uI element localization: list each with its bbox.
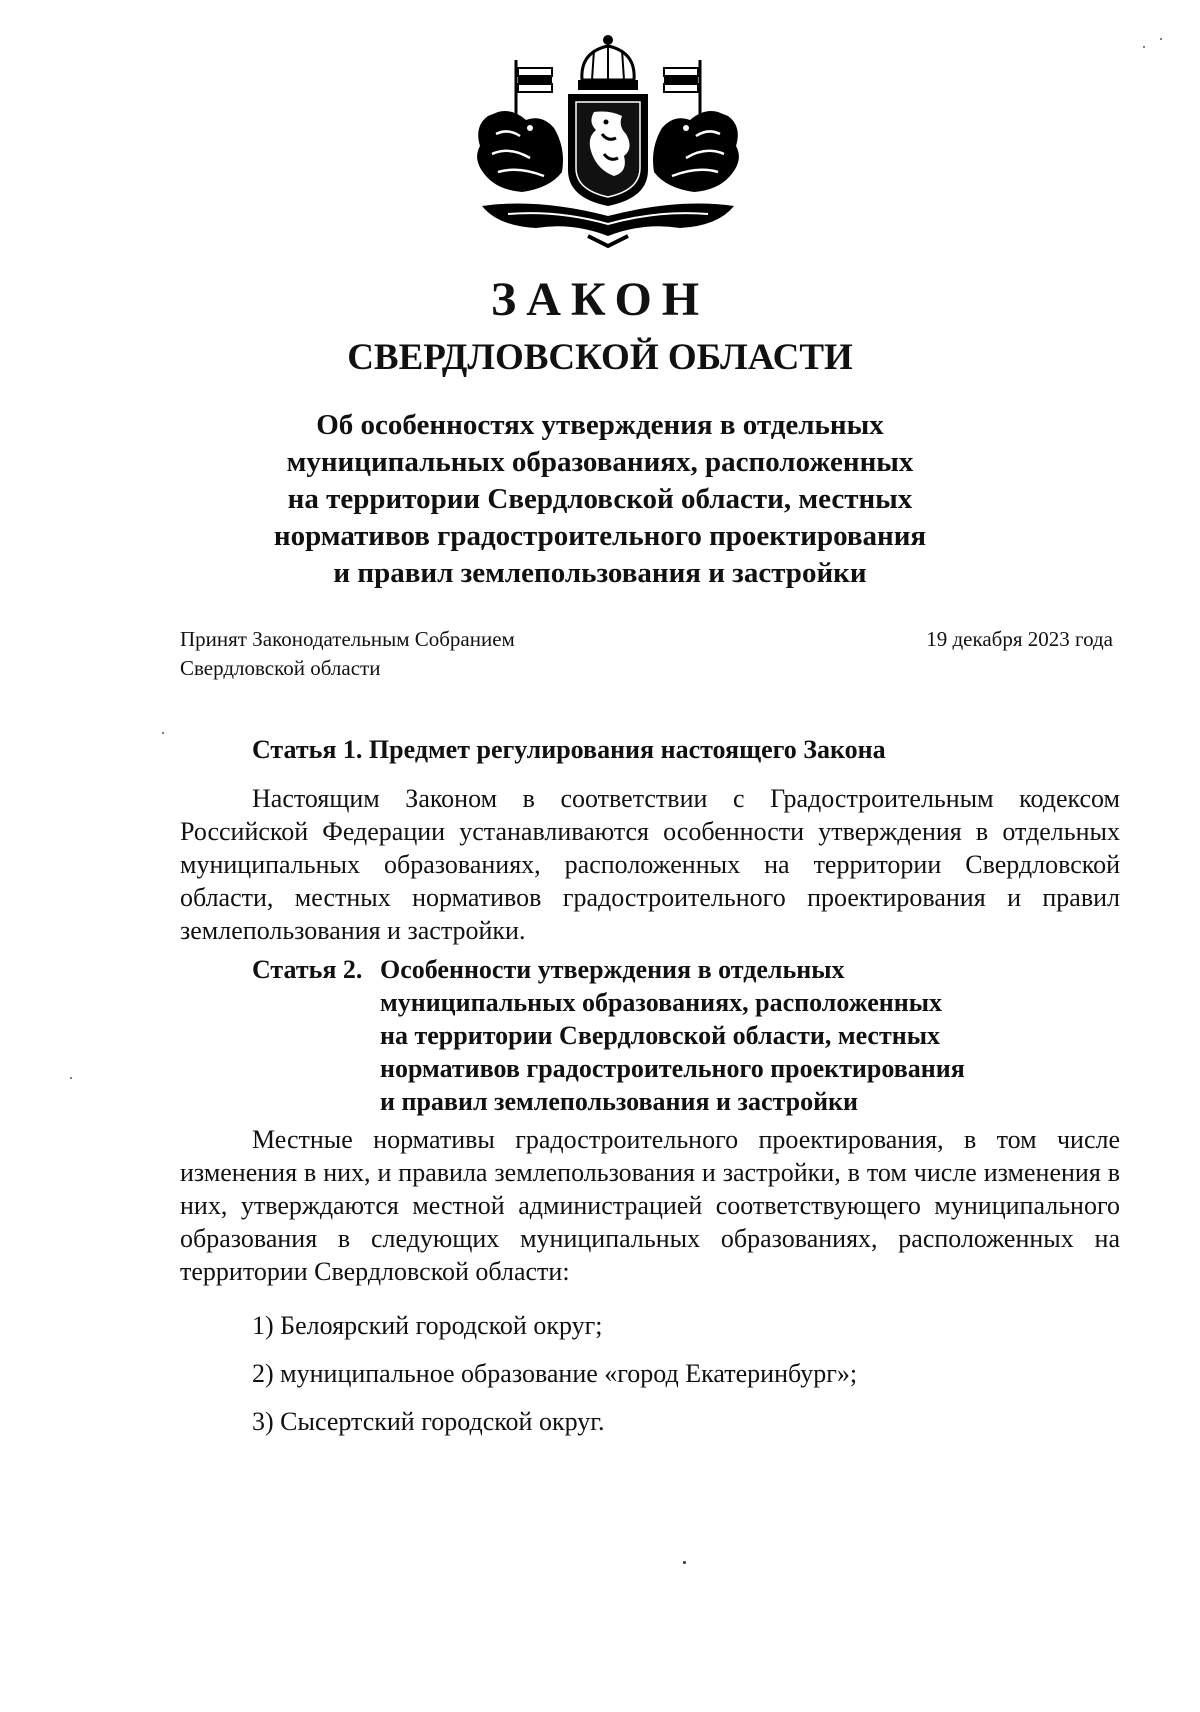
emblem-base-icon bbox=[482, 204, 734, 246]
article-2-heading-line: и правил землепользования и застройки bbox=[380, 1087, 859, 1116]
article-1-heading: Статья 1. Предмет регулирования настоящего Закона bbox=[252, 735, 886, 764]
article-2-label: Статья 2. bbox=[252, 955, 363, 984]
right-griffin-icon bbox=[653, 111, 739, 192]
law-title-line: нормативов градостроительного проектирования bbox=[273, 520, 927, 552]
law-title-line: муниципальных образованиях, расположенных bbox=[286, 446, 914, 478]
scan-dot bbox=[683, 1561, 686, 1564]
law-title bbox=[200, 407, 1000, 592]
municipality-list bbox=[252, 1309, 1112, 1453]
list-item: 3) Сысертский городской округ. bbox=[252, 1407, 605, 1436]
article-2-heading-line: на территории Свердловской области, местных bbox=[380, 1021, 941, 1050]
crown-icon bbox=[578, 35, 638, 90]
law-title-line: Об особенностях утверждения в отдельных bbox=[316, 409, 884, 441]
coat-of-arms-emblem bbox=[468, 30, 748, 248]
scan-speck bbox=[70, 1077, 72, 1079]
adoption-line: Принят Законодательным Собранием bbox=[180, 627, 515, 651]
region-title: СВЕРДЛОВСКОЙ ОБЛАСТИ bbox=[347, 337, 853, 378]
article-2-text: Местные нормативы градостроительного проектирования, в том числе изменения в них, и правила землепользования и застройки, в том числе изменения в них, утверждаются местной администрацией соответствующего муниципального образования в следующих муниципальных образованиях, расположенных на территории Свердловской области: bbox=[180, 1125, 1120, 1286]
scan-speck bbox=[1160, 38, 1162, 40]
document-type-title: ЗАКОН bbox=[490, 273, 710, 326]
left-griffin-icon bbox=[477, 111, 563, 192]
list-item: 1) Белоярский городской округ; bbox=[252, 1311, 603, 1340]
article-2-heading-lines bbox=[380, 953, 1080, 1118]
article-2-heading-line: муниципальных образованиях, расположенных bbox=[380, 988, 943, 1017]
scan-speck bbox=[162, 732, 164, 734]
law-title-line: на территории Свердловской области, местных bbox=[287, 483, 913, 515]
scan-speck bbox=[1143, 46, 1145, 48]
adoption-date: 19 декабря 2023 года bbox=[926, 627, 1113, 651]
article-2-heading-line: Особенности утверждения в отдельных bbox=[380, 955, 845, 984]
law-title-line: и правил землепользования и застройки bbox=[333, 557, 867, 589]
adoption-line: Свердловской области bbox=[180, 656, 381, 680]
adoption-statement bbox=[180, 625, 680, 683]
article-1-text: Настоящим Законом в соответствии с Градостроительным кодексом Российской Федерации устанавливаются особенности утверждения в отдельных муниципальных образованиях, расположенных на территории Свердловской области, местных нормативов градостроительного проектирования и правил землепользования и застройки. bbox=[180, 784, 1120, 945]
list-item: 2) муниципальное образование «город Екатеринбург»; bbox=[252, 1359, 858, 1388]
shield-icon bbox=[568, 94, 648, 206]
article-2-heading-line: нормативов градостроительного проектирования bbox=[380, 1054, 965, 1083]
